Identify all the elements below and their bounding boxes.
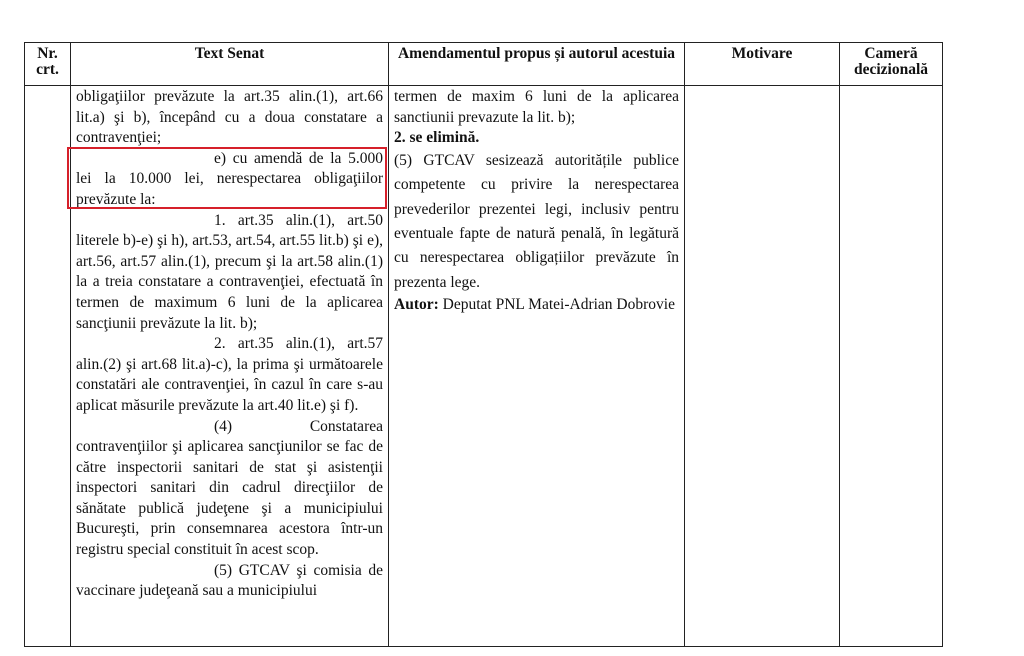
amend-author: [394, 295, 679, 316]
amend-paragraph: (5) GTCAV sesizează autoritățile publice competente cu privire la nerespectarea prevederilor prezentei legi, inclusiv pentru eventuale fapte de natură penală, în legătură cu nerespectarea obligațiilor prevăzute în prezenta lege.: [394, 151, 679, 291]
senat-paragraph: obligaţiilor prevăzute la art.35 alin.(1), art.66 lit.a) şi b), începând cu a doua constatare a contravenţiei;: [76, 88, 383, 147]
header-text-senat: Text Senat: [71, 43, 389, 86]
cell-nr: [25, 86, 71, 647]
amend-elimination: 2. se elimină.: [394, 129, 480, 147]
senat-paragraph: 1. art.35 alin.(1), art.50 literele b)-e) şi h), art.53, art.54, art.55 lit.b) şi e), art.56, art.57 alin.(1), precum şi la art.58 alin.(1) la a treia constatare a contravenţiei, efectuată în termen de maximum 6 luni de la aplicarea sancţiunii prevăzute la lit. b);: [76, 211, 383, 332]
author-label: Autor:: [394, 296, 439, 314]
senat-paragraph-highlighted: e) cu amendă de la 5.000 lei la 10.000 lei, nerespectarea obligaţiilor prevăzute la:: [76, 149, 383, 208]
cell-text-senat: [71, 86, 389, 647]
senat-paragraph: (5) GTCAV şi comisia de vaccinare judeţeană sau a municipiului: [76, 561, 383, 600]
author-name: Deputat PNL Matei-Adrian Dobrovie: [442, 296, 675, 314]
cell-camera: [840, 86, 943, 647]
senat-paragraph: 2. art.35 alin.(1), art.57 alin.(2) şi art.68 lit.a)-c), la prima şi următoarele constatări ale contravenţiei, în cazul în care s-au aplicat măsurile prevăzute la art.40 lit.e) şi f).: [76, 335, 383, 414]
cell-amendament: [389, 86, 685, 647]
header-amendament: Amendamentul propus și autorul acestuia: [389, 43, 685, 86]
amend-paragraph: termen de maxim 6 luni de la aplicarea sanctiunii prevazute la lit. b);: [394, 88, 679, 126]
header-nr-crt: Nr. crt.: [25, 43, 71, 86]
amendments-table: [24, 42, 943, 647]
cell-motivare: [685, 86, 840, 647]
table-row: [25, 86, 943, 647]
senat-paragraph: (4) Constatarea contravenţiilor şi aplicarea sancţiunilor se fac de către inspectorii sanitari de stat şi asistenţii inspectori sanitari din cadrul direcţiilor de sănătate publică judeţene şi a municipiului Bucureşti, prin consemnarea acestora într-un registru special constituit în acest scop.: [76, 417, 383, 559]
header-camera: Cameră decizională: [840, 43, 943, 86]
header-row: [25, 43, 943, 86]
header-motivare: Motivare: [685, 43, 840, 86]
